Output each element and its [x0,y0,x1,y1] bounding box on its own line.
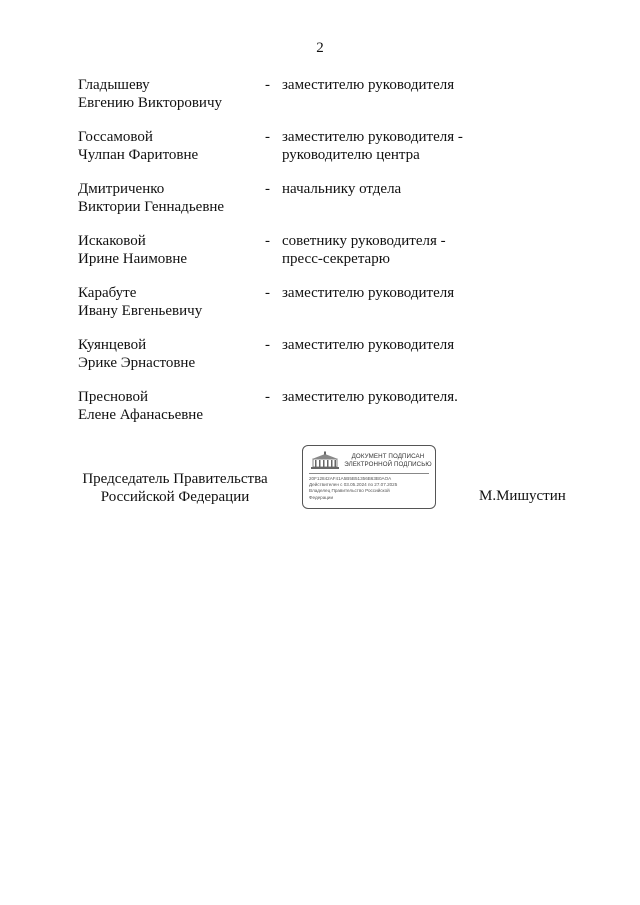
list-item [78,128,578,180]
dash: - [265,233,270,249]
name-line: Гладышеву [78,77,150,93]
stamp-details [309,476,433,501]
person-position [282,128,572,164]
signer-title-line: Председатель Правительства [82,471,268,487]
stamp-heading-line: ДОКУМЕНТ ПОДПИСАН [351,453,425,460]
person-position [282,76,572,94]
dash: - [265,181,270,197]
dash: - [265,77,270,93]
stamp-divider [309,473,429,474]
position-line: заместителю руководителя [282,337,455,353]
signer-title-line: Российской Федерации [100,489,250,505]
name-line: Виктории Геннадьевне [78,199,225,215]
person-position [282,336,572,354]
owner-line: Владелец Правительство Российской [309,488,390,494]
person-name [78,232,258,268]
name-line: Чулпан Фаритовне [78,147,199,163]
list-item [78,76,578,128]
person-name [78,180,258,216]
person-name [78,388,258,424]
person-name [78,128,258,164]
government-building-emblem-icon [309,451,341,471]
validity-period: Действителен с 03.05.2024 по 27.07.2025 [309,482,398,488]
appointment-list [78,76,578,440]
position-line: пресс-секретарю [282,251,390,267]
position-line: заместителю руководителя [282,77,455,93]
person-position [282,284,572,302]
list-item [78,180,578,232]
list-item [78,336,578,388]
dash: - [265,285,270,301]
list-item [78,232,578,284]
page-number: 2 [316,40,324,56]
person-name [78,336,258,372]
position-line: руководителю центра [282,147,420,163]
owner-line: Федерации [309,494,334,500]
person-name [78,76,258,112]
person-position [282,388,572,406]
electronic-signature-stamp [302,445,436,509]
name-line: Эрике Эрнастовне [78,355,196,371]
dash: - [265,129,270,145]
position-line: заместителю руководителя - [282,129,463,145]
signer-name: М.Мишустин [479,488,566,504]
stamp-heading-line: ЭЛЕКТРОННОЙ ПОДПИСЬЮ [344,461,432,468]
name-line: Ирине Наимовне [78,251,188,267]
name-line: Госсамовой [78,129,153,145]
list-item [78,284,578,336]
position-line: заместителю руководителя. [282,389,458,405]
name-line: Карабуте [78,285,137,301]
stamp-heading [343,453,433,469]
person-position [282,232,572,268]
position-line: советнику руководителя - [282,233,446,249]
name-line: Куянцевой [78,337,147,353]
position-line: начальнику отдела [282,181,402,197]
person-position [282,180,572,198]
name-line: Пресновой [78,389,149,405]
name-line: Дмитриченко [78,181,165,197]
person-name [78,284,258,320]
dash: - [265,389,270,405]
certificate-number: 20F12842AF41A5B5B51356B63B0AOA [309,476,392,481]
signer-title [70,470,280,506]
signature-block [0,444,640,524]
name-line: Елене Афанасьевне [78,407,203,423]
name-line: Искаковой [78,233,146,249]
dash: - [265,337,270,353]
list-item [78,388,578,440]
name-line: Ивану Евгеньевичу [78,303,203,319]
name-line: Евгению Викторовичу [78,95,223,111]
position-line: заместителю руководителя [282,285,455,301]
